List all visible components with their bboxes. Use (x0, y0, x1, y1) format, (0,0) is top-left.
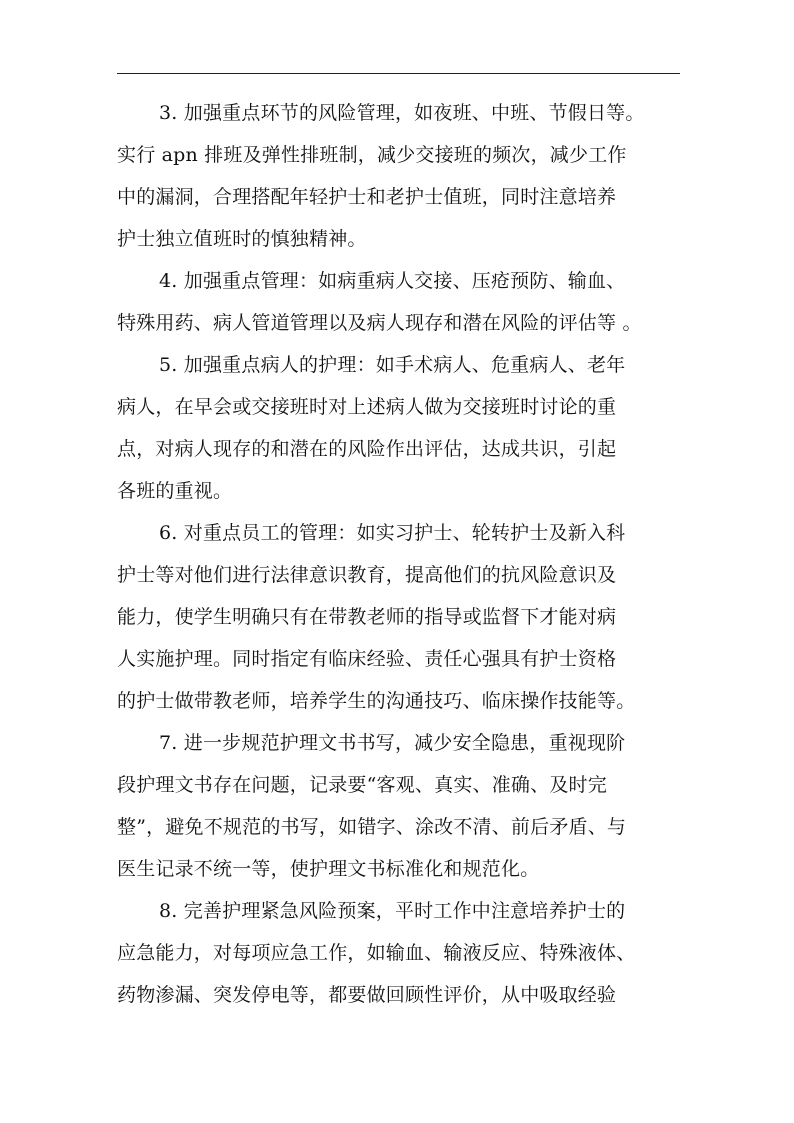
paragraph-line: 人实施护理。同时指定有临床经验、责任心强具有护士资格 (117, 648, 617, 670)
paragraph-line: 护士独立值班时的慎独精神。 (117, 228, 367, 250)
paragraph-5 (117, 344, 680, 512)
paragraph-line: 医生记录不统一等，使护理文书标准化和规范化。 (117, 858, 540, 880)
paragraph-line: 5. 加强重点病人的护理：如手术病人、危重病人、老年 (159, 354, 626, 376)
paragraph-line: 药物渗漏、突发停电等，都要做回顾性评价，从中吸取经验 (117, 984, 617, 1006)
paragraph-line: 能力，使学生明确只有在带教老师的指导或监督下才能对病 (117, 606, 617, 628)
paragraph-line: 各班的重视。 (117, 480, 233, 502)
paragraph-line: 实行 apn 排班及弹性排班制，减少交接班的频次，减少工作 (117, 144, 627, 166)
paragraph-6 (117, 512, 680, 722)
document-body (117, 92, 680, 1016)
paragraph-line: 护士等对他们进行法律意识教育，提高他们的抗风险意识及 (117, 564, 617, 586)
paragraph-line: 特殊用药、病人管道管理以及病人现存和潜在风险的评估等 。 (117, 312, 642, 334)
paragraph-line: 段护理文书存在问题，记录要“客观、真实、准确、及时完 (117, 774, 607, 796)
header-rule (117, 73, 680, 74)
paragraph-line: 整”，避免不规范的书写，如错字、涂改不清、前后矛盾、与 (117, 816, 627, 838)
paragraph-3 (117, 92, 680, 260)
paragraph-line: 应急能力，对每项应急工作，如输血、输液反应、特殊液体、 (117, 942, 636, 964)
paragraph-line: 7. 进一步规范护理文书书写，减少安全隐患，重视现阶 (159, 732, 626, 754)
paragraph-line: 点，对病人现存的和潜在的风险作出评估，达成共识，引起 (117, 438, 617, 460)
paragraph-line: 病人，在早会或交接班时对上述病人做为交接班时讨论的重 (117, 396, 617, 418)
paragraph-line: 中的漏洞，合理搭配年轻护士和老护士值班，同时注意培养 (117, 186, 617, 208)
paragraph-7 (117, 722, 680, 890)
paragraph-line: 的护士做带教老师，培养学生的沟通技巧、临床操作技能等。 (117, 690, 636, 712)
paragraph-line: 3. 加强重点环节的风险管理，如夜班、中班、节假日等。 (159, 102, 645, 124)
paragraph-line: 4. 加强重点管理：如病重病人交接、压疮预防、输血、 (159, 270, 626, 292)
paragraph-line: 6. 对重点员工的管理：如实习护士、轮转护士及新入科 (159, 522, 626, 544)
paragraph-line: 8. 完善护理紧急风险预案，平时工作中注意培养护士的 (159, 900, 626, 922)
paragraph-8 (117, 890, 680, 1016)
paragraph-4 (117, 260, 680, 344)
